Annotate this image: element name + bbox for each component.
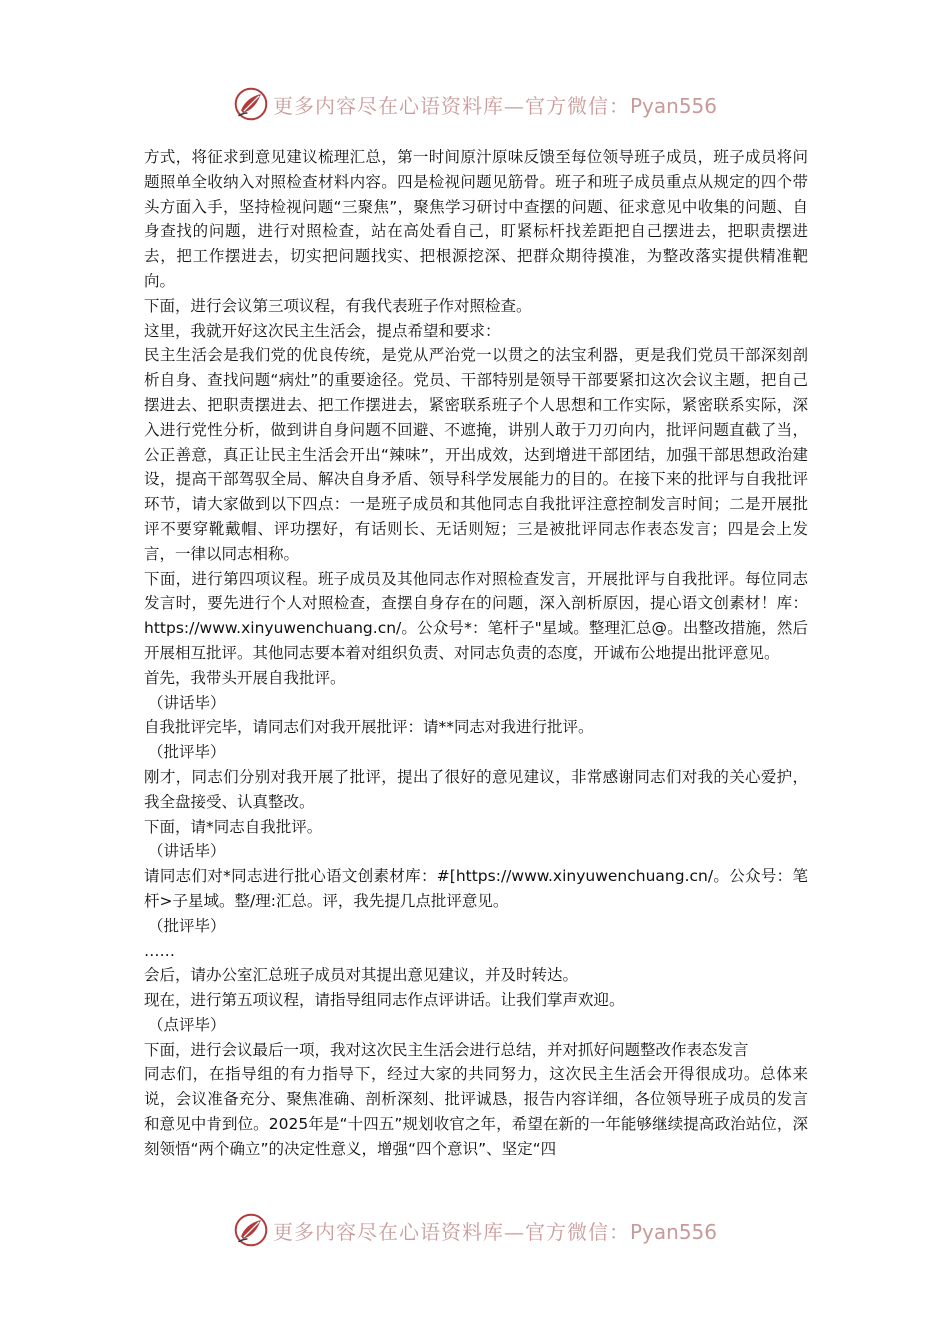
stage-note: （讲话毕） (148, 693, 226, 712)
paragraph: 会后，请办公室汇总班子成员对其提出意见建议，并及时转达。 (144, 966, 579, 985)
paragraph: 下面，请*同志自我批评。 (144, 817, 323, 836)
leaf-logo-icon (233, 1212, 269, 1248)
header-banner (0, 84, 950, 124)
leaf-logo-icon (233, 86, 269, 122)
paragraph: 方式，将征求到意见建议梳理汇总，第一时间原汁原味反馈至每位领导班子成员，班子成员将问题照单全收纳入对照检查材料内容。四是检视问题见筋骨。班子和班子成员重点从规定的四个带头方面入手，坚持检视问题“三聚焦”，聚焦学习研讨中查摆的问题、征求意见中收集的问题、自身查找的问题，进行对照检查，站在高处看自己，盯紧标杆找差距把自己摆进去，把职责摆进去，把工作摆进去，切实把问题找实、把根源挖深、把群众期待摸准，为整改落实提供精准靶向。 (144, 148, 808, 290)
paragraph: 这里，我就开好这次民主生活会，提点希望和要求： (144, 321, 501, 340)
paragraph: 请同志们对*同志进行批心语文创素材库：#[https://www.xinyuwenchuang.cn/。公众号：笔杆>子星域。整/理:汇总。评，我先提几点批评意见。 (144, 867, 808, 910)
paragraph: 下面，进行会议第三项议程，有我代表班子作对照检查。 (144, 296, 532, 315)
ellipsis: …… (144, 941, 175, 960)
paragraph: 首先，我带头开展自我批评。 (144, 668, 346, 687)
banner-text: 更多内容尽在心语资料库—官方微信：Pyan556 (272, 93, 717, 118)
paragraph: 下面，进行会议最后一项，我对这次民主生活会进行总结，并对抓好问题整改作表态发言 (144, 1040, 749, 1059)
stage-note: （点评毕） (148, 1015, 226, 1034)
body-text (144, 145, 808, 1162)
footer-banner (0, 1210, 950, 1250)
paragraph: 下面，进行第四项议程。班子成员及其他同志作对照检查发言，开展批评与自我批评。每位同志发言时，要先进行个人对照检查，查摆自身存在的问题，深入剖析原因，提心语文创素材！库：https://www.xinyuwenchuang.cn/。公众号*：笔杆子"星域。整理汇总@。出整改措施，然后开展相互批评。其他同志要本着对组织负责、对同志负责的态度，开诚布公地提出批评意见。 (144, 569, 808, 662)
paragraph: 现在，进行第五项议程，请指导组同志作点评讲话。让我们掌声欢迎。 (144, 991, 625, 1010)
banner-text: 更多内容尽在心语资料库—官方微信：Pyan556 (272, 1219, 717, 1244)
stage-note: （讲话毕） (148, 842, 226, 861)
wechat-id: Pyan556 (629, 1219, 717, 1244)
stage-note: （批评毕） (148, 916, 226, 935)
paragraph: 刚才，同志们分别对我开展了批评，提出了很好的意见建议，非常感谢同志们对我的关心爱护，我全盘接受、认真整改。 (144, 767, 808, 811)
paragraph: 同志们，在指导组的有力指导下，经过大家的共同努力，这次民主生活会开得很成功。总体来说，会议准备充分、聚焦准确、剖析深刻、批评诚恳，报告内容详细，各位领导班子成员的发言和意见中肯到位。2025年是“十四五”规划收官之年，希望在新的一年能够继续提高政治站位，深刻领悟“两个确立”的决定性意义，增强“四个意识”、坚定“四 (144, 1065, 808, 1158)
wechat-id: Pyan556 (629, 93, 717, 118)
paragraph: 自我批评完毕，请同志们对我开展批评：请**同志对我进行批评。 (144, 718, 594, 737)
stage-note: （批评毕） (148, 743, 226, 762)
paragraph: 民主生活会是我们党的优良传统，是党从严治党一以贯之的法宝利器，更是我们党员干部深刻剖析自身、查找问题“病灶”的重要途径。党员、干部特别是领导干部要紧扣这次会议主题，把自己摆进去、把职责摆进去、把工作摆进去，紧密联系班子个人思想和工作实际，紧密联系实际，深入进行党性分析，做到讲自身问题不回避、不遮掩，讲别人敢于刀刃向内，批评问题直截了当，公正善意，真正让民主生活会开出“辣味”，开出成效，达到增进干部团结，加强干部思想政治建设，提高干部驾驭全局、解决自身矛盾、领导科学发展能力的目的。在接下来的批评与自我批评环节，请大家做到以下四点：一是班子成员和其他同志自我批评注意控制发言时间；二是开展批评不要穿靴戴帽、评功摆好，有话则长、无话则短；三是被批评同志作表态发言；四是会上发言，一律以同志相称。 (144, 346, 808, 563)
